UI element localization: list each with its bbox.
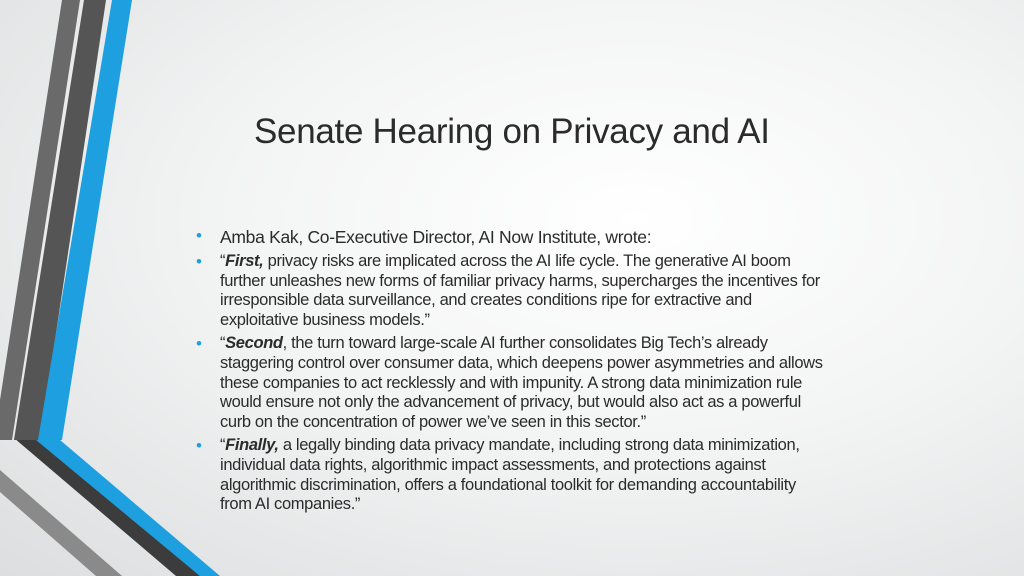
bullet-text xyxy=(220,334,830,432)
bullet-text xyxy=(220,436,830,514)
bullet-text xyxy=(220,252,830,330)
bullet-open-quote: “ xyxy=(220,252,226,270)
bullet-text xyxy=(220,226,830,248)
bullet-item xyxy=(190,252,830,330)
bullet-item xyxy=(190,436,830,514)
bullet-lead: First, xyxy=(225,252,264,270)
bullet-item xyxy=(190,334,830,432)
bullet-list xyxy=(190,226,830,519)
bullet-item xyxy=(190,226,830,248)
bullet-dot-icon: • xyxy=(196,252,202,271)
bullet-body: , the turn toward large-scale AI further consolidates Big Tech’s already staggering control over consumer data, which deepens power asymmetries and allows these companies to act recklessly and with impunity. A strong data minimization rule would ensure not only the advancement of privacy, but would also act as a powerful curb on the concentration of power we’ve seen in this sector.” xyxy=(220,334,823,431)
bullet-dot-icon: • xyxy=(196,226,202,245)
bullet-open-quote: “ xyxy=(220,436,226,455)
bullet-open-quote: “ xyxy=(220,334,226,353)
slide-title: Senate Hearing on Privacy and AI xyxy=(254,112,770,151)
bullet-body: privacy risks are implicated across the AI life cycle. The generative AI boom further unleashes new forms of familiar privacy harms, supercharges the incentives for irresponsible data surveillance, and creates conditions ripe for extractive and exploitative business models.” xyxy=(220,252,820,329)
bullet-body: Amba Kak, Co-Executive Director, AI Now Institute, wrote: xyxy=(220,227,652,247)
bullet-dot-icon: • xyxy=(196,334,202,354)
bullet-dot-icon: • xyxy=(196,436,202,456)
bullet-lead: Finally, xyxy=(225,436,279,455)
bullet-lead: Second xyxy=(225,334,283,353)
bullet-body: a legally binding data privacy mandate, including strong data minimization, individual data rights, algorithmic impact assessments, and protections against algorithmic discrimination, offers a foundational toolkit for demanding accountability from AI companies.” xyxy=(220,436,800,514)
